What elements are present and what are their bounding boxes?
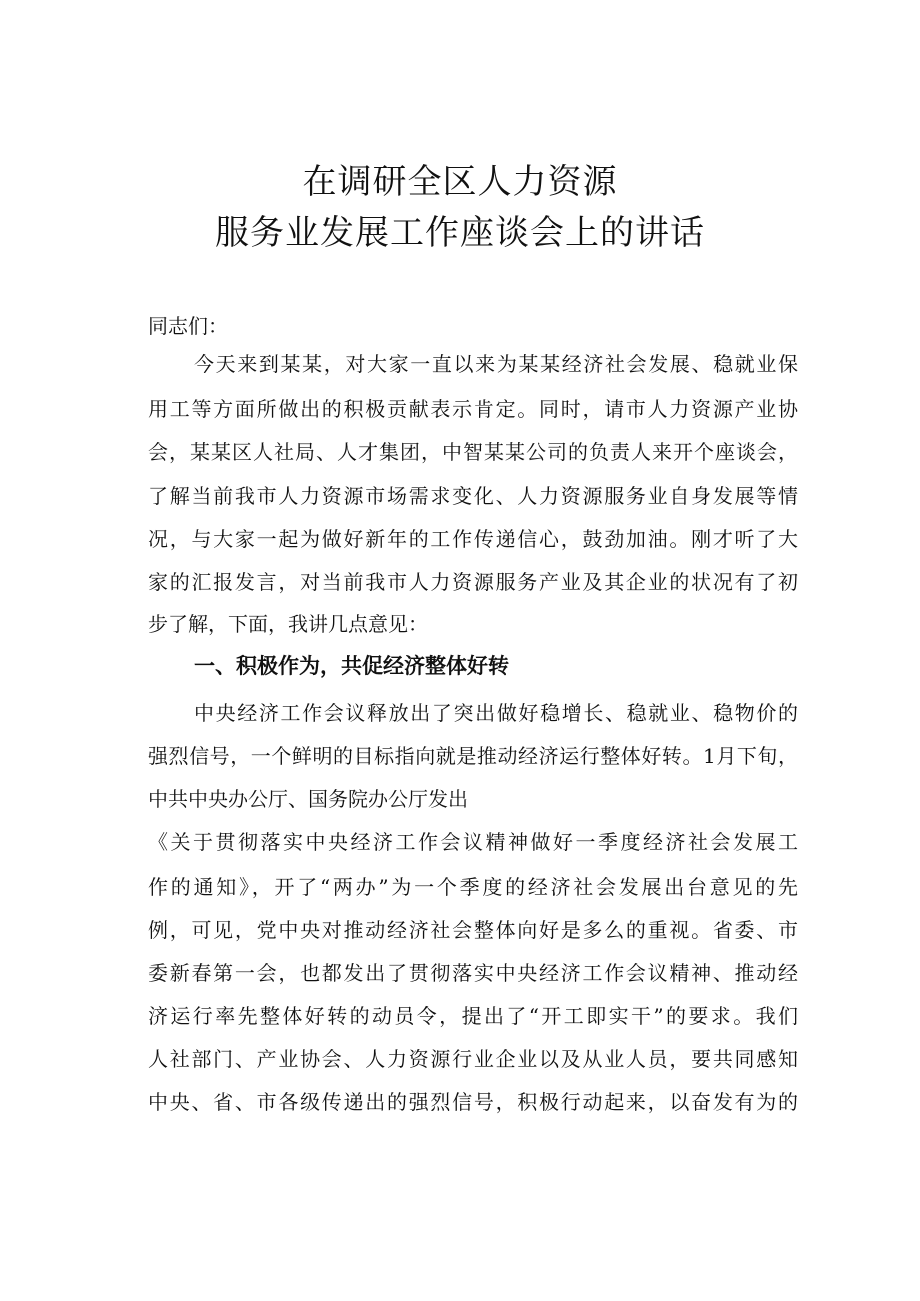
- salutation: 同志们：: [148, 314, 228, 338]
- paragraph-1-line: 用工等方面所做出的积极贡献表示肯定。同时，请市人力资源产业协: [148, 397, 798, 421]
- paragraph-2-line: 作的通知》，开了“两办”为一个季度的经济社会发展出台意见的先: [148, 875, 798, 899]
- paragraph-1-line: 况，与大家一起为做好新年的工作传递信心，鼓劲加油。刚才听了大: [148, 527, 798, 551]
- section-heading-1: 一、积极作为，共促经济整体好转: [194, 654, 509, 678]
- paragraph-2-line: 例，可见，党中央对推动经济社会整体向好是多么的重视。省委、市: [148, 918, 798, 942]
- paragraph-2-line: 济运行率先整体好转的动员令，提出了“开工即实干”的要求。我们: [148, 1004, 798, 1028]
- title-line-2: 服务业发展工作座谈会上的讲话: [215, 213, 705, 253]
- paragraph-1-line: 步了解，下面，我讲几点意见：: [148, 612, 428, 636]
- paragraph-2-line: 中共中央办公厅、国务院办公厅发出: [148, 787, 468, 811]
- paragraph-1-line: 了解当前我市人力资源市场需求变化、人力资源服务业自身发展等情: [148, 484, 798, 508]
- paragraph-1-line: 今天来到某某，对大家一直以来为某某经济社会发展、稳就业保: [194, 352, 798, 376]
- paragraph-2-line: 人社部门、产业协会、人力资源行业企业以及从业人员，要共同感知: [148, 1047, 798, 1071]
- paragraph-1-line: 家的汇报发言，对当前我市人力资源服务产业及其企业的状况有了初: [148, 570, 798, 594]
- paragraph-2-line: 强烈信号，一个鲜明的目标指向就是推动经济运行整体好转。1月下旬，: [148, 744, 798, 768]
- paragraph-1-line: 会，某某区人社局、人才集团，中智某某公司的负责人来开个座谈会，: [148, 440, 798, 464]
- paragraph-2-line: 中央、省、市各级传递出的强烈信号，积极行动起来，以奋发有为的: [148, 1090, 798, 1114]
- paragraph-2-line: 《关于贯彻落实中央经济工作会议精神做好一季度经济社会发展工: [148, 830, 798, 854]
- paragraph-2-line: 中央经济工作会议释放出了突出做好稳增长、稳就业、稳物价的: [194, 701, 798, 725]
- paragraph-2-line: 委新春第一会，也都发出了贯彻落实中央经济工作会议精神、推动经: [148, 961, 798, 985]
- title-line-1: 在调研全区人力资源: [302, 162, 618, 202]
